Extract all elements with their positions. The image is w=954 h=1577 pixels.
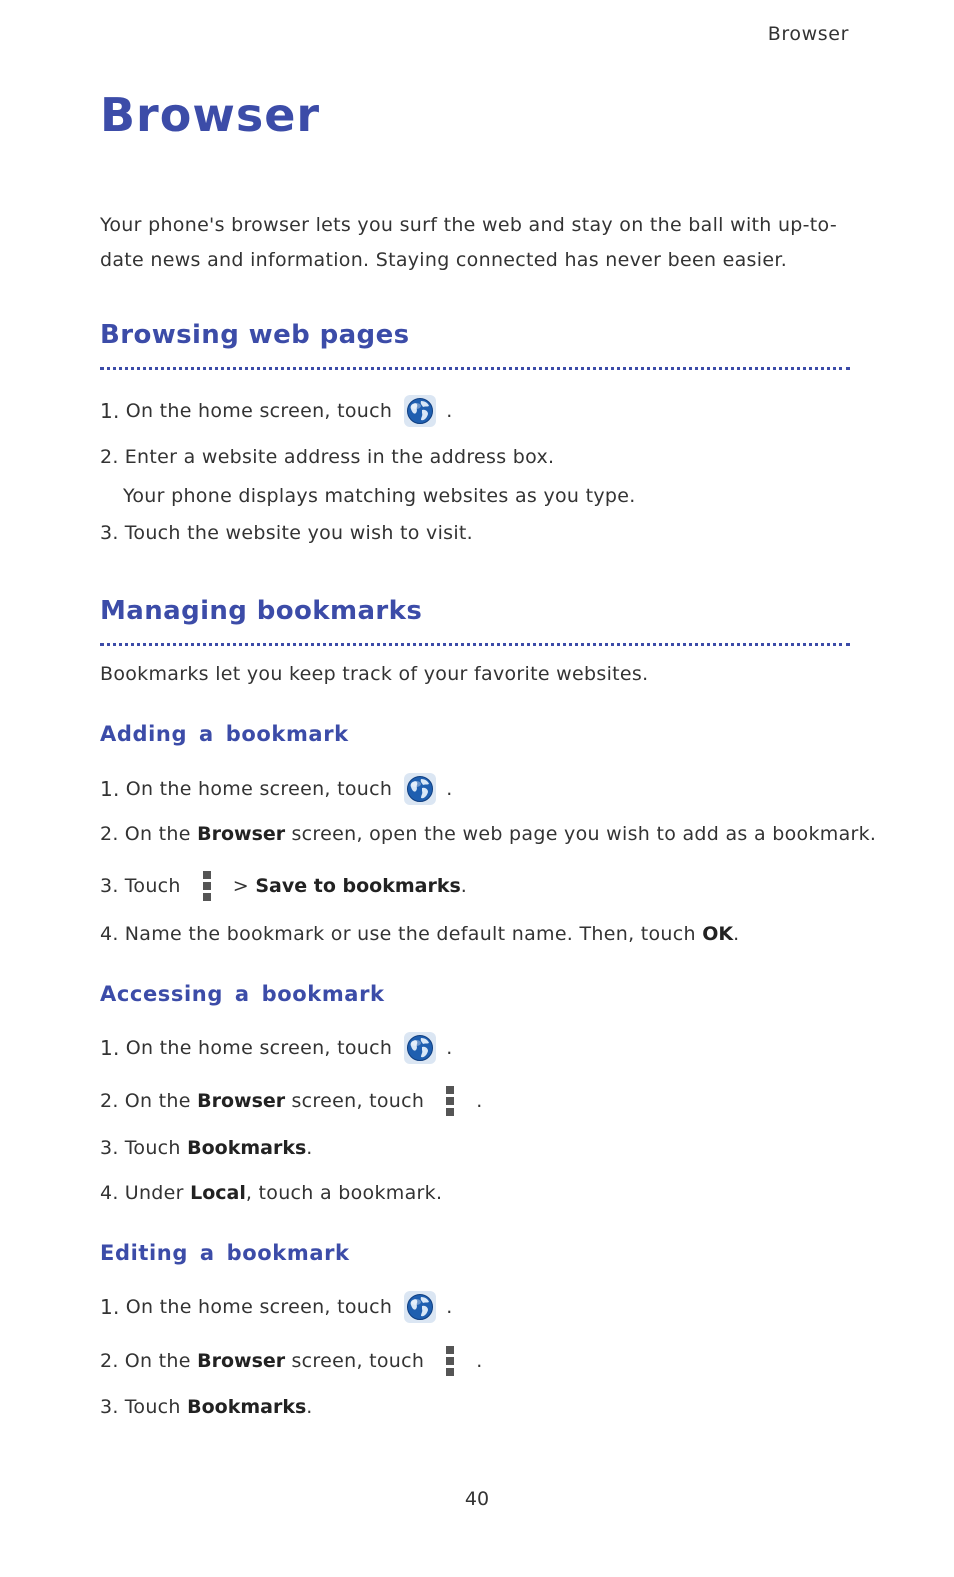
page-number: 40 — [464, 1488, 490, 1510]
section-heading-browsing: Browsing web pages — [100, 320, 410, 350]
step-editing-1: 1. On the home screen, touch . — [100, 1291, 453, 1323]
subheading-editing: Editing a bookmark — [100, 1241, 350, 1265]
section-heading-bookmarks: Managing bookmarks — [100, 596, 423, 626]
browser-globe-icon[interactable] — [404, 773, 436, 805]
section-divider — [100, 643, 850, 646]
subheading-adding: Adding a bookmark — [100, 722, 349, 746]
bookmarks-intro: Bookmarks let you keep track of your favorite websites. — [100, 663, 649, 685]
step-browsing-2: 2. Enter a website address in the address box. — [100, 446, 555, 468]
page-title: Browser — [100, 88, 321, 142]
subheading-accessing: Accessing a bookmark — [100, 982, 385, 1006]
section-divider — [100, 367, 850, 370]
step-adding-2: 2. On the Browser screen, open the web page you wish to add as a bookmark. — [100, 823, 877, 845]
menu-icon[interactable] — [203, 871, 211, 901]
menu-icon[interactable] — [446, 1346, 454, 1376]
step-accessing-2: 2. On the Browser screen, touch . — [100, 1086, 483, 1116]
step-accessing-4: 4. Under Local , touch a bookmark. — [100, 1182, 443, 1204]
browser-globe-icon[interactable] — [404, 1032, 436, 1064]
step-adding-4: 4. Name the bookmark or use the default name. Then, touch OK . — [100, 923, 740, 945]
browser-globe-icon[interactable] — [404, 395, 436, 427]
menu-icon[interactable] — [446, 1086, 454, 1116]
running-header: Browser — [767, 23, 849, 45]
intro-paragraph: Your phone's browser lets you surf the web and stay on the ball with up-to-date news and information. Staying connected has never been easier. — [100, 214, 837, 271]
browser-globe-icon[interactable] — [404, 1291, 436, 1323]
step-editing-2: 2. On the Browser screen, touch . — [100, 1346, 483, 1376]
step-browsing-note: Your phone displays matching websites as you type. — [123, 485, 636, 507]
step-accessing-3: 3. Touch Bookmarks . — [100, 1137, 313, 1159]
step-browsing-1: 1. On the home screen, touch . — [100, 395, 453, 427]
step-accessing-1: 1. On the home screen, touch . — [100, 1032, 453, 1064]
step-adding-3: 3. Touch > Save to bookmarks . — [100, 871, 467, 901]
step-adding-1: 1. On the home screen, touch . — [100, 773, 453, 805]
step-browsing-3: 3. Touch the website you wish to visit. — [100, 522, 474, 544]
step-editing-3: 3. Touch Bookmarks . — [100, 1396, 313, 1418]
